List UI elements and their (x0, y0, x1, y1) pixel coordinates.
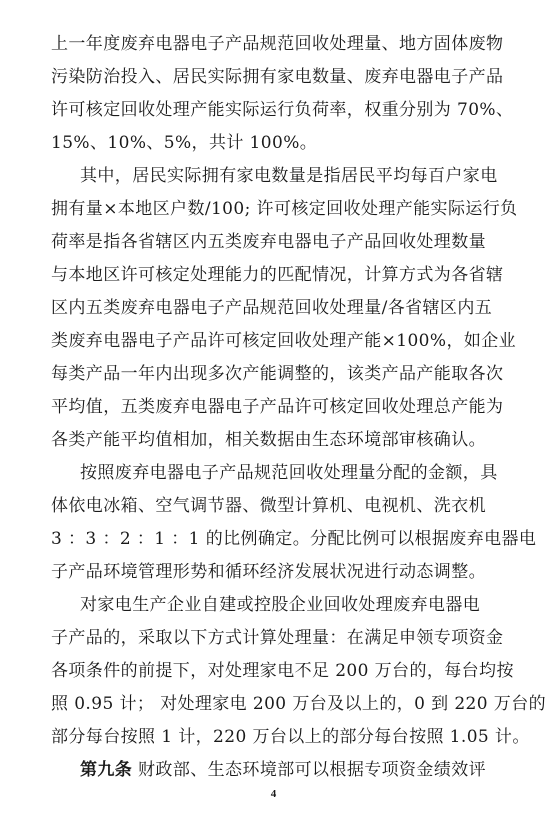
paragraph-2-line-9: 各类产能平均值相加，相关数据由生态环境部审核确认。 (51, 430, 486, 450)
article-text: 财政部、生态环境部可以根据专项资金绩效评 (138, 760, 487, 780)
paragraph-1-line-4: 15%、10%、5%，共计 100%。 (51, 133, 318, 153)
paragraph-2-line-2: 拥有量×本地区户数/100; 许可核定回收处理产能实际运行负 (51, 199, 518, 219)
paragraph-4-line-1: 对家电生产企业自建或控股企业回收处理废弃电器电 (80, 595, 481, 615)
paragraph-3-line-2: 体依电冰箱、空气调节器、微型计算机、电视机、洗衣机 (51, 496, 486, 516)
paragraph-1-line-3: 许可核定回收处理产能实际运行负荷率，权重分别为 70%、 (51, 100, 514, 120)
paragraph-4-line-2: 子产品的，采取以下方式计算处理量：在满足申领专项资金 (51, 628, 504, 648)
paragraph-4-line-4: 照 0.95 计； 对处理家电 200 万台及以上的，0 到 220 万台的 (51, 694, 546, 714)
paragraph-2-line-8: 平均值，五类废弃电器电子产品许可核定回收处理总产能为 (51, 397, 504, 417)
paragraph-2-line-4: 与本地区许可核定处理能力的匹配情况，计算方式为各省辖 (51, 265, 504, 285)
paragraph-2-line-7: 每类产品一年内出现多次产能调整的，该类产品产能取各次 (51, 364, 504, 384)
paragraph-2-line-1: 其中，居民实际拥有家电数量是指居民平均每百户家电 (80, 166, 498, 186)
paragraph-3-line-4: 子产品环境管理形势和循环经济发展状况进行动态调整。 (51, 562, 486, 582)
article-9-line (80, 754, 501, 786)
paragraph-4-line-5: 部分每台按照 1 计，220 万台以上的部分每台按照 1.05 计。 (51, 727, 530, 747)
paragraph-3-line-1: 按照废弃电器电子产品规范回收处理量分配的金额，具 (80, 463, 498, 483)
paragraph-3-line-3: 3 ：3 ：2 ：1 ：1 的比例确定。分配比例可以根据废弃电器电 (51, 529, 537, 549)
paragraph-2-line-3: 荷率是指各省辖区内五类废弃电器电子产品回收处理数量 (51, 232, 486, 252)
paragraph-2-line-5: 区内五类废弃电器电子产品规范回收处理量/各省辖区内五 (51, 298, 493, 318)
paragraph-4-line-3: 各项条件的前提下，对处理家电不足 200 万台的，每台均按 (51, 661, 514, 681)
paragraph-1-line-2: 污染防治投入、居民实际拥有家电数量、废弃电器电子产品 (51, 67, 504, 87)
paragraph-2-line-6: 类废弃电器电子产品许可核定回收处理产能×100%，如企业 (51, 331, 517, 351)
paragraph-1-line-1: 上一年度废弃电器电子产品规范回收处理量、地方固体废物 (51, 34, 504, 54)
page-number: 4 (270, 788, 277, 800)
article-label: 第九条 (80, 760, 133, 780)
